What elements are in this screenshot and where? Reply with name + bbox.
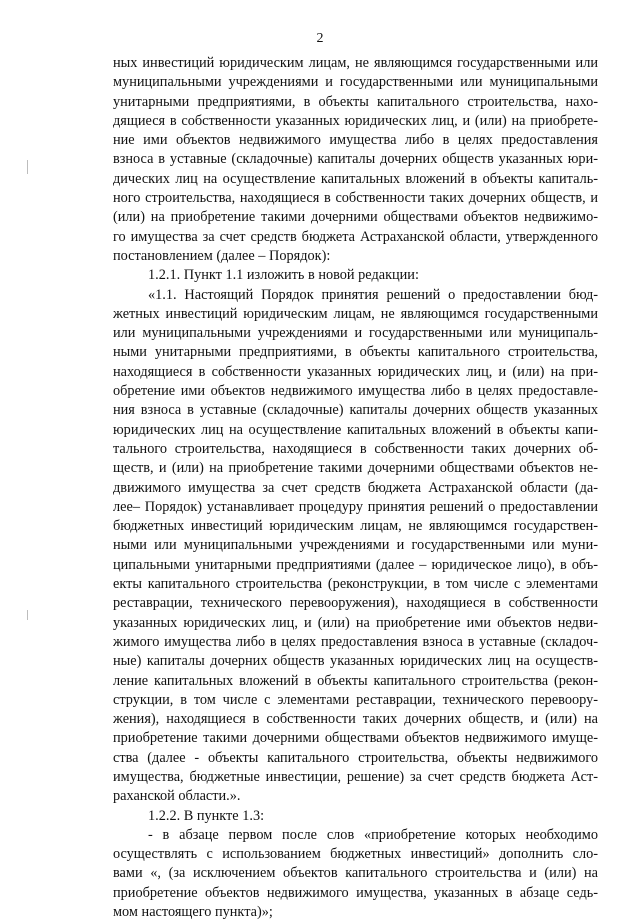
page-number: 2 — [316, 31, 324, 46]
text-line: - в абзаце первом после слов «приобретение которых необходимо — [148, 826, 598, 843]
text-line: дящиеся в собственности указанных юридических лиц, и (или) на приобрете- — [113, 112, 598, 129]
text-line: ных инвестиций юридическим лицам, не являющимся государственными или — [113, 55, 598, 71]
text-line: тального строительства, находящиеся в собственности таких дочерних об- — [113, 440, 598, 457]
text-line: обретение ими объектов недвижимого имущества либо в целях предоставле- — [113, 383, 598, 400]
text-line: 1.2.2. В пункте 1.3: — [148, 807, 265, 824]
text-line: осуществлять с использованием бюджетных инвестиций» дополнить сло- — [113, 846, 598, 863]
text-line: жимого имущества либо в целях предоставления взноса в уставные (складоч- — [113, 633, 598, 650]
text-line: дических лиц на осуществление капитальных вложений в объекты капиталь- — [113, 170, 598, 187]
text-line: унитарными предприятиями, в объекты капитального строительства, нахо- — [113, 93, 598, 110]
text-line: имущества, бюджетные инвестиции, решение) за счет средств бюджета Аст- — [113, 768, 598, 785]
text-line: 1.2.1. Пункт 1.1 изложить в новой редакции: — [148, 267, 419, 284]
text-line: ние ими объектов недвижимого имущества либо в целях предоставления — [113, 132, 598, 149]
text-line: движимого имущества за счет средств бюджета Астраханской области (да- — [113, 479, 598, 496]
text-line: вами «, (за исключением объектов капитального строительства и (или) на — [113, 865, 598, 882]
text-line: ществ, и (или) на приобретение такими дочерними обществами объектов не- — [113, 460, 598, 477]
text-line: реставрации, технического перевооружения), находящиеся в собственности — [113, 595, 598, 612]
document-body — [113, 54, 598, 922]
text-line: ными унитарными предприятиями, в объекты капитального строительства, — [113, 344, 598, 361]
text-line: ства (далее - объекты капитального строительства, объекты недвижимого — [113, 749, 598, 766]
text-line: находящиеся в собственности указанных юридических лиц, и (или) на при- — [113, 363, 598, 380]
text-line: приобретение объектов недвижимого имущества, указанных в абзаце седь- — [113, 884, 598, 901]
scan-mark — [27, 610, 28, 620]
text-line: мом настоящего пункта)»; — [113, 904, 273, 921]
text-line: екты капитального строительства (реконструкции, в том числе с элементами — [113, 576, 598, 593]
paragraph — [113, 266, 598, 285]
text-line: приобретение такими дочерними обществами объектов недвижимого имуще- — [113, 730, 598, 747]
text-line: юридических лиц на осуществление капитальных вложений в объекты капи- — [113, 421, 598, 438]
text-line: го имущества за счет средств бюджета Астраханской области, утвержденного — [113, 228, 598, 245]
text-line: ными или муниципальными учреждениями и государственными или муни- — [113, 537, 598, 554]
text-line: «1.1. Настоящий Порядок принятия решений о предоставлении бюд- — [148, 286, 598, 303]
text-line: струкции, в том числе с элементами реставрации, технического перевоору- — [113, 691, 598, 708]
text-line: ные) капиталы дочерних обществ указанных юридических лиц на осуществ- — [113, 653, 598, 670]
text-line: муниципальными учреждениями и государственными или муниципальными — [113, 74, 598, 91]
paragraph — [113, 807, 598, 826]
text-line: ния взноса в уставные (складочные) капиталы дочерних обществ указанных — [113, 402, 598, 419]
text-line: указанных юридических лиц, и (или) на приобретение ими объектов недви- — [113, 614, 598, 631]
scan-mark — [27, 160, 28, 174]
text-line: (или) на приобретение такими дочерними обществами объектов недвижимо- — [113, 209, 598, 226]
text-line: жения), находящиеся в собственности таких дочерних обществ, и (или) на — [113, 711, 598, 728]
paragraph — [113, 826, 598, 922]
text-line: ципальными унитарными предприятиями (далее – юридическое лицо), в объ- — [113, 556, 598, 573]
paragraph — [113, 286, 598, 807]
text-line: ление капитальных вложений в объекты капитального строительства (рекон- — [113, 672, 598, 689]
text-line: лее– Порядок) устанавливает процедуру принятия решений о предоставлении — [113, 498, 598, 515]
paragraph — [113, 54, 598, 266]
text-line: или муниципальными учреждениями и государственными или муниципаль- — [113, 325, 598, 342]
text-line: постановлением (далее – Порядок): — [113, 247, 331, 264]
text-line: бюджетных инвестиций юридическим лицам, не являющимся государствен- — [113, 518, 598, 535]
text-line: жетных инвестиций юридическим лицам, не являющимся государственными — [113, 305, 598, 322]
text-line: раханской области.». — [113, 788, 241, 805]
text-line: взноса в уставные (складочные) капиталы дочерних обществ указанных юри- — [113, 151, 598, 168]
text-line: ного строительства, находящиеся в собственности таких дочерних обществ, и — [113, 190, 598, 207]
